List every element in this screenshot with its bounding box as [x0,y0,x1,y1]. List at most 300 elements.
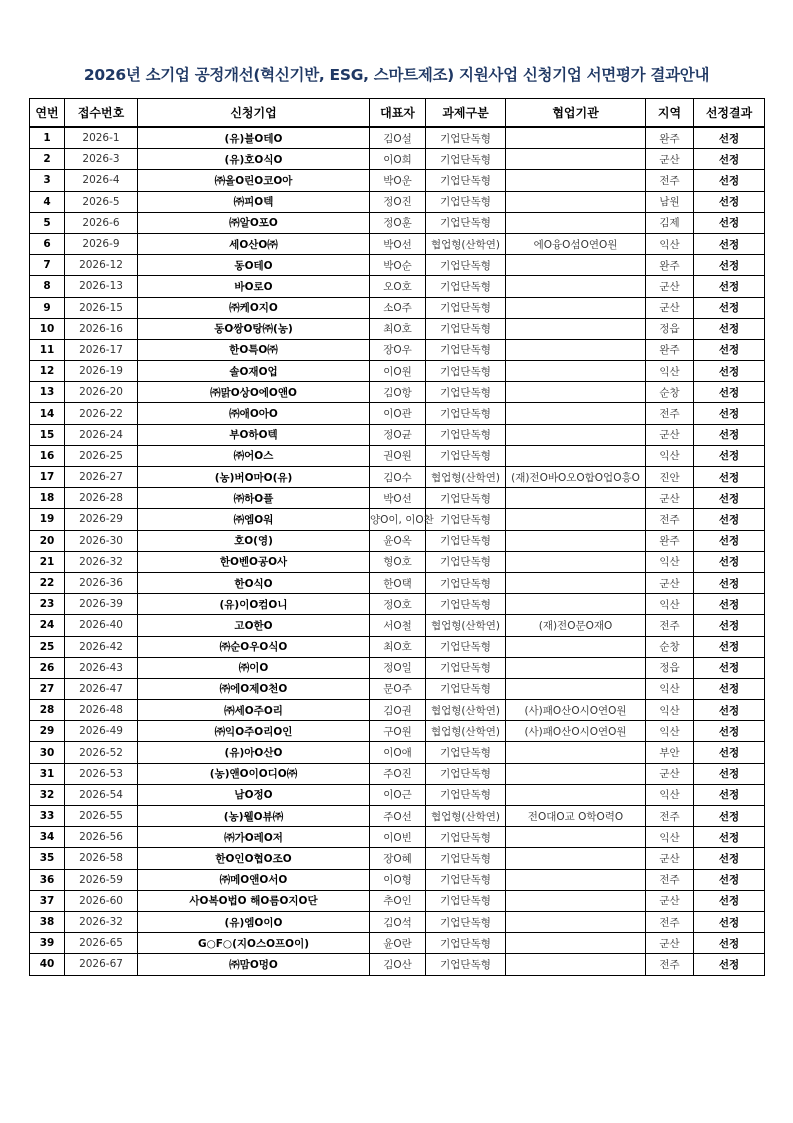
task-type: 협업형(산학연) [426,233,506,254]
row-number: 34 [30,827,65,848]
company-name: 솔O재O업 [138,361,370,382]
table-row [30,233,765,254]
region: 완주 [646,127,694,149]
task-type: 기업단독형 [426,911,506,932]
collaborator [506,127,646,149]
receipt-number: 2026-13 [65,276,138,297]
company-name: ㈜어O스 [138,445,370,466]
header-result: 선정결과 [694,99,765,128]
representative: 추O인 [370,890,426,911]
collaborator [506,170,646,191]
representative: 김O석 [370,911,426,932]
table-row [30,742,765,763]
row-number: 19 [30,509,65,530]
table-row [30,488,765,509]
receipt-number: 2026-1 [65,127,138,149]
company-name: 남O정O [138,784,370,805]
table-row [30,297,765,318]
company-name: (유)호O식O [138,149,370,170]
region: 군산 [646,572,694,593]
receipt-number: 2026-67 [65,954,138,975]
task-type: 기업단독형 [426,382,506,403]
table-row [30,212,765,233]
collaborator [506,827,646,848]
representative: 박O선 [370,488,426,509]
table-row [30,424,765,445]
table-row [30,848,765,869]
representative: 양O이, 이O찬 [370,509,426,530]
row-number: 24 [30,615,65,636]
collaborator [506,403,646,424]
selection-result: 선정 [694,551,765,572]
selection-result: 선정 [694,911,765,932]
receipt-number: 2026-22 [65,403,138,424]
table-row [30,403,765,424]
row-number: 20 [30,530,65,551]
task-type: 기업단독형 [426,170,506,191]
receipt-number: 2026-4 [65,170,138,191]
task-type: 협업형(산학연) [426,615,506,636]
region: 군산 [646,933,694,954]
receipt-number: 2026-27 [65,467,138,488]
receipt-number: 2026-24 [65,424,138,445]
row-number: 8 [30,276,65,297]
collaborator [506,382,646,403]
table-row [30,382,765,403]
task-type: 협업형(산학연) [426,700,506,721]
region: 익산 [646,678,694,699]
selection-result: 선정 [694,742,765,763]
task-type: 기업단독형 [426,488,506,509]
representative: 정O훈 [370,212,426,233]
selection-result: 선정 [694,509,765,530]
row-number: 32 [30,784,65,805]
representative: 이O관 [370,403,426,424]
region: 진안 [646,467,694,488]
row-number: 26 [30,657,65,678]
representative: 이O애 [370,742,426,763]
table-row [30,594,765,615]
region: 정읍 [646,657,694,678]
row-number: 1 [30,127,65,149]
row-number: 2 [30,149,65,170]
region: 군산 [646,763,694,784]
task-type: 협업형(산학연) [426,467,506,488]
region: 순창 [646,382,694,403]
selection-result: 선정 [694,594,765,615]
task-type: 기업단독형 [426,890,506,911]
task-type: 기업단독형 [426,212,506,233]
row-number: 40 [30,954,65,975]
collaborator [506,848,646,869]
selection-result: 선정 [694,339,765,360]
task-type: 협업형(산학연) [426,721,506,742]
task-type: 기업단독형 [426,954,506,975]
task-type: 기업단독형 [426,827,506,848]
receipt-number: 2026-48 [65,700,138,721]
company-name: ㈜세O주O리 [138,700,370,721]
collaborator [506,784,646,805]
collaborator: 에O융O섬O연O원 [506,233,646,254]
representative: 형O호 [370,551,426,572]
selection-result: 선정 [694,721,765,742]
task-type: 기업단독형 [426,149,506,170]
selection-result: 선정 [694,276,765,297]
table-row [30,445,765,466]
table-row [30,530,765,551]
row-number: 21 [30,551,65,572]
table-row [30,191,765,212]
row-number: 38 [30,911,65,932]
selection-result: 선정 [694,933,765,954]
row-number: 25 [30,636,65,657]
row-number: 14 [30,403,65,424]
region: 전주 [646,806,694,827]
receipt-number: 2026-56 [65,827,138,848]
row-number: 6 [30,233,65,254]
selection-result: 선정 [694,890,765,911]
collaborator [506,594,646,615]
company-name: 동O쌍O탕㈜(농) [138,318,370,339]
task-type: 기업단독형 [426,445,506,466]
region: 익산 [646,594,694,615]
representative: 최O호 [370,636,426,657]
representative: 윤O옥 [370,530,426,551]
receipt-number: 2026-15 [65,297,138,318]
table-row [30,911,765,932]
table-row [30,467,765,488]
collaborator [506,149,646,170]
region: 완주 [646,339,694,360]
receipt-number: 2026-6 [65,212,138,233]
receipt-number: 2026-58 [65,848,138,869]
selection-result: 선정 [694,636,765,657]
region: 정읍 [646,318,694,339]
header-row [30,99,765,128]
company-name: (농)버O마O(유) [138,467,370,488]
collaborator [506,657,646,678]
row-number: 23 [30,594,65,615]
collaborator [506,276,646,297]
company-name: 사O복O법O 해O름O지O단 [138,890,370,911]
header-collaborator: 협업기관 [506,99,646,128]
company-name: 바O로O [138,276,370,297]
representative: 권O원 [370,445,426,466]
representative: 박O운 [370,170,426,191]
selection-result: 선정 [694,615,765,636]
region: 남원 [646,191,694,212]
collaborator [506,509,646,530]
receipt-number: 2026-42 [65,636,138,657]
representative: 장O혜 [370,848,426,869]
table-row [30,509,765,530]
region: 전주 [646,615,694,636]
region: 익산 [646,233,694,254]
row-number: 15 [30,424,65,445]
company-name: 한O특O㈜ [138,339,370,360]
region: 군산 [646,424,694,445]
task-type: 기업단독형 [426,318,506,339]
region: 익산 [646,827,694,848]
company-name: ㈜메O앤O서O [138,869,370,890]
receipt-number: 2026-25 [65,445,138,466]
receipt-number: 2026-39 [65,594,138,615]
table-row [30,763,765,784]
company-name: ㈜맘O멍O [138,954,370,975]
collaborator [506,297,646,318]
selection-result: 선정 [694,806,765,827]
selection-result: 선정 [694,700,765,721]
receipt-number: 2026-59 [65,869,138,890]
receipt-number: 2026-52 [65,742,138,763]
task-type: 기업단독형 [426,742,506,763]
task-type: 기업단독형 [426,530,506,551]
representative: 김O설 [370,127,426,149]
region: 익산 [646,361,694,382]
header-task-type: 과제구분 [426,99,506,128]
collaborator [506,763,646,784]
representative: 김O항 [370,382,426,403]
collaborator [506,212,646,233]
representative: 이O원 [370,361,426,382]
selection-result: 선정 [694,149,765,170]
receipt-number: 2026-28 [65,488,138,509]
task-type: 기업단독형 [426,297,506,318]
receipt-number: 2026-17 [65,339,138,360]
task-type: 기업단독형 [426,869,506,890]
task-type: 기업단독형 [426,509,506,530]
table-row [30,636,765,657]
receipt-number: 2026-36 [65,572,138,593]
company-name: (유)아O산O [138,742,370,763]
table-row [30,827,765,848]
table-row [30,954,765,975]
task-type: 기업단독형 [426,361,506,382]
table-row [30,700,765,721]
collaborator [506,869,646,890]
region: 전주 [646,954,694,975]
task-type: 기업단독형 [426,255,506,276]
selection-result: 선정 [694,869,765,890]
receipt-number: 2026-5 [65,191,138,212]
collaborator [506,339,646,360]
company-name: ㈜엠O워 [138,509,370,530]
selection-result: 선정 [694,657,765,678]
collaborator [506,954,646,975]
collaborator: (사)패O산O시O연O원 [506,721,646,742]
table-row [30,615,765,636]
row-number: 27 [30,678,65,699]
company-name: 부O하O텍 [138,424,370,445]
receipt-number: 2026-43 [65,657,138,678]
row-number: 35 [30,848,65,869]
row-number: 10 [30,318,65,339]
region: 군산 [646,890,694,911]
table-row [30,170,765,191]
table-row [30,678,765,699]
representative: 김O수 [370,467,426,488]
task-type: 기업단독형 [426,594,506,615]
representative: 장O우 [370,339,426,360]
row-number: 31 [30,763,65,784]
table-row [30,255,765,276]
task-type: 기업단독형 [426,784,506,805]
region: 전주 [646,403,694,424]
page-title: 2026년 소기업 공정개선(혁신기반, ESG, 스마트제조) 지원사업 신청기업 서면평가 결과안내 [83,66,710,84]
receipt-number: 2026-16 [65,318,138,339]
region: 군산 [646,149,694,170]
representative: 정O균 [370,424,426,445]
representative: 최O호 [370,318,426,339]
selection-result: 선정 [694,361,765,382]
selection-result: 선정 [694,827,765,848]
representative: 김O산 [370,954,426,975]
task-type: 기업단독형 [426,763,506,784]
receipt-number: 2026-29 [65,509,138,530]
representative: 이O형 [370,869,426,890]
task-type: 기업단독형 [426,636,506,657]
representative: 정O일 [370,657,426,678]
company-name: 한O인O협O조O [138,848,370,869]
row-number: 18 [30,488,65,509]
task-type: 기업단독형 [426,339,506,360]
row-number: 7 [30,255,65,276]
selection-result: 선정 [694,382,765,403]
representative: 구O원 [370,721,426,742]
table-row [30,869,765,890]
region: 완주 [646,255,694,276]
company-name: ㈜맑O상O에O앤O [138,382,370,403]
region: 군산 [646,488,694,509]
row-number: 9 [30,297,65,318]
company-name: (유)블O테O [138,127,370,149]
collaborator [506,318,646,339]
company-name: ㈜에O제O천O [138,678,370,699]
row-number: 30 [30,742,65,763]
region: 김제 [646,212,694,233]
representative: 이O희 [370,149,426,170]
selection-result: 선정 [694,572,765,593]
representative: 윤O란 [370,933,426,954]
table-row [30,784,765,805]
collaborator [506,742,646,763]
header-receipt-number: 접수번호 [65,99,138,128]
collaborator [506,255,646,276]
collaborator [506,572,646,593]
collaborator [506,361,646,382]
representative: 이O빈 [370,827,426,848]
selection-result: 선정 [694,678,765,699]
row-number: 22 [30,572,65,593]
company-name: ㈜올O린O코O아 [138,170,370,191]
region: 완주 [646,530,694,551]
receipt-number: 2026-60 [65,890,138,911]
selection-result: 선정 [694,170,765,191]
row-number: 5 [30,212,65,233]
collaborator [506,933,646,954]
company-name: 세O산O㈜ [138,233,370,254]
task-type: 기업단독형 [426,657,506,678]
company-name: ㈜순O우O식O [138,636,370,657]
company-name: ㈜애O아O [138,403,370,424]
receipt-number: 2026-3 [65,149,138,170]
region: 익산 [646,551,694,572]
company-name: ㈜피O텍 [138,191,370,212]
company-name: ㈜하O플 [138,488,370,509]
representative: 주O진 [370,763,426,784]
region: 전주 [646,509,694,530]
header-no: 연번 [30,99,65,128]
representative: 박O선 [370,233,426,254]
row-number: 17 [30,467,65,488]
collaborator: (사)패O산O시O연O원 [506,700,646,721]
row-number: 33 [30,806,65,827]
collaborator: (재)전O바O오O합O업O흥O [506,467,646,488]
receipt-number: 2026-54 [65,784,138,805]
selection-result: 선정 [694,954,765,975]
table-row [30,149,765,170]
receipt-number: 2026-65 [65,933,138,954]
row-number: 11 [30,339,65,360]
representative: 소O주 [370,297,426,318]
company-name: ㈜케O지O [138,297,370,318]
collaborator [506,424,646,445]
representative: 김O권 [370,700,426,721]
task-type: 협업형(산학연) [426,806,506,827]
company-name: (농)웰O뷰㈜ [138,806,370,827]
company-name: ㈜익O주O리O인 [138,721,370,742]
receipt-number: 2026-30 [65,530,138,551]
collaborator [506,488,646,509]
region: 전주 [646,869,694,890]
selection-result: 선정 [694,318,765,339]
representative: 오O호 [370,276,426,297]
receipt-number: 2026-20 [65,382,138,403]
representative: 서O철 [370,615,426,636]
selection-result: 선정 [694,233,765,254]
receipt-number: 2026-53 [65,763,138,784]
region: 전주 [646,911,694,932]
collaborator [506,191,646,212]
collaborator [506,551,646,572]
results-table [29,98,765,976]
task-type: 기업단독형 [426,933,506,954]
header-region: 지역 [646,99,694,128]
region: 순창 [646,636,694,657]
company-name: (유)엠O이O [138,911,370,932]
receipt-number: 2026-49 [65,721,138,742]
task-type: 기업단독형 [426,848,506,869]
company-name: 고O한O [138,615,370,636]
company-name: ㈜알O포O [138,212,370,233]
table-row [30,318,765,339]
table-row [30,933,765,954]
selection-result: 선정 [694,127,765,149]
row-number: 16 [30,445,65,466]
receipt-number: 2026-55 [65,806,138,827]
company-name: G○F○(지O스O프O이) [138,933,370,954]
table-row [30,127,765,149]
receipt-number: 2026-12 [65,255,138,276]
header-representative: 대표자 [370,99,426,128]
task-type: 기업단독형 [426,551,506,572]
task-type: 기업단독형 [426,276,506,297]
selection-result: 선정 [694,255,765,276]
company-name: 동O테O [138,255,370,276]
task-type: 기업단독형 [426,403,506,424]
region: 익산 [646,721,694,742]
collaborator [506,530,646,551]
